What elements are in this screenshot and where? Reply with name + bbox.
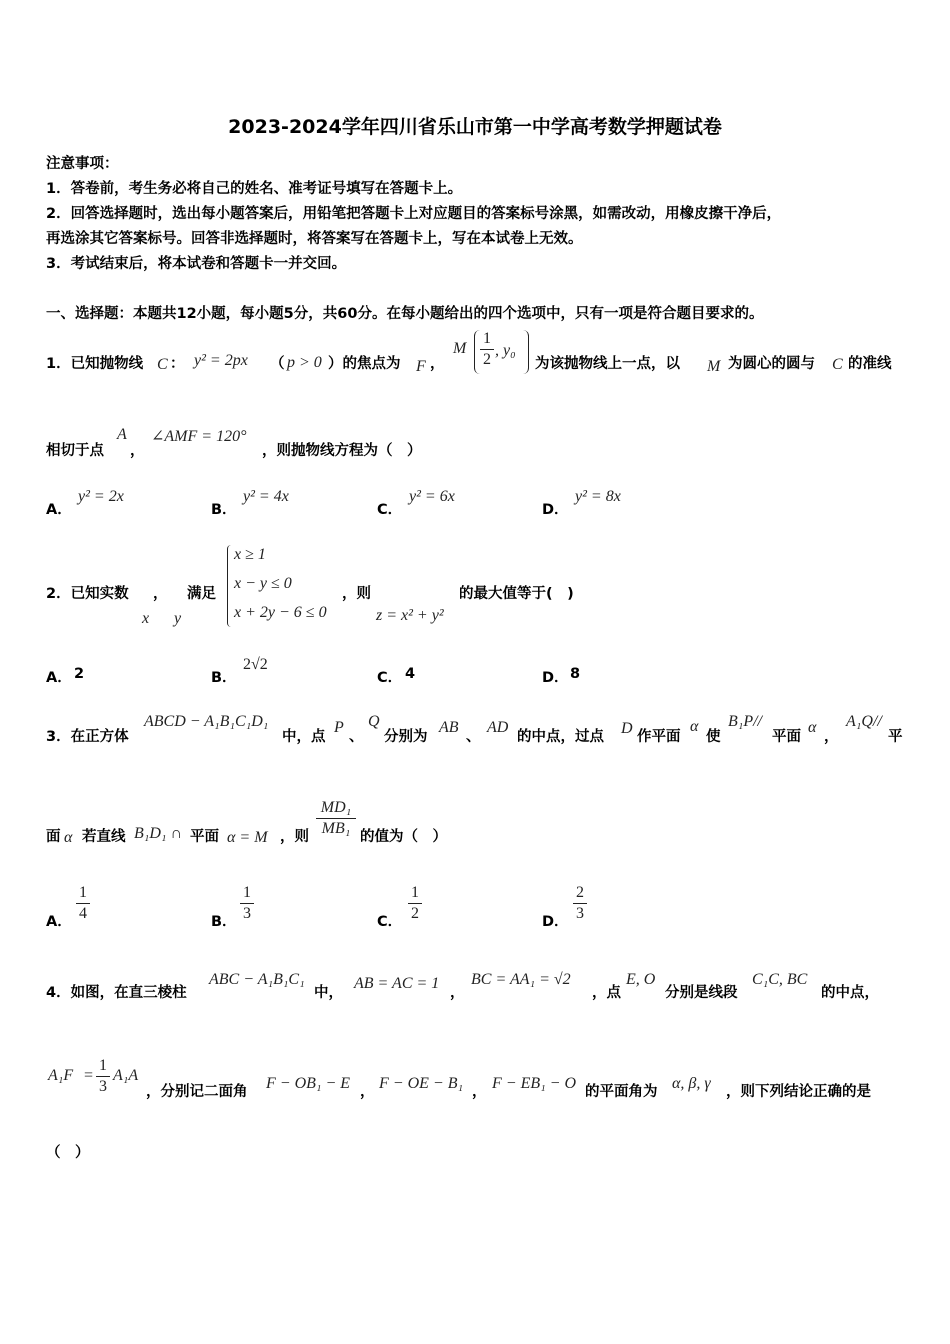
q3-option-C-num: 1 <box>411 884 419 901</box>
q2-text-2: 满足 <box>187 586 216 602</box>
q1-frac-half <box>480 330 494 369</box>
q3-text-1: 3．在正方体 <box>46 729 129 745</box>
q1-option-C-expr: y² = 6x <box>409 488 455 505</box>
notice-item-3: 3．考试结束后，将本试卷和答题卡一并交回。 <box>46 256 347 272</box>
q3-math-AB: AB <box>439 719 459 736</box>
q1-option-B-expr: y² = 4x <box>243 488 289 505</box>
q3-text-7: 平面 <box>772 729 801 745</box>
q2-math-z: z = x² + y² <box>376 607 444 624</box>
q2-constraint-1: x ≥ 1 <box>234 546 266 563</box>
q3-ratio-frac <box>316 799 356 838</box>
q4-text-3: ，点 <box>592 985 621 1001</box>
q3-option-B-label: B． <box>211 914 237 930</box>
q4-text-2: 中， <box>314 985 343 1001</box>
q2-constraint-3: x + 2y − 6 ≤ 0 <box>234 604 327 621</box>
q4-math-EO: E, O <box>626 971 656 988</box>
q4-sep-2: ， <box>472 1084 487 1100</box>
q1-option-D-label: D． <box>542 502 569 518</box>
q1-frac-num: 1 <box>483 330 491 347</box>
q3-math-B1D1: B₁D₁ ∩ <box>134 825 183 842</box>
q4-vec-frac-den: 3 <box>99 1078 107 1095</box>
q3-ratio-num: MD₁ <box>320 799 352 816</box>
q3-math-B1P: B₁P// <box>728 713 762 730</box>
q2-option-B-expr: 2√2 <box>243 656 268 673</box>
q4-dihedral-1: F − OB₁ − E <box>266 1075 351 1092</box>
q4-text-9: （ ） <box>46 1145 90 1161</box>
q4-vec-eq: = <box>84 1067 94 1084</box>
q2-math-y: y <box>174 610 182 627</box>
q4-comma: ， <box>450 985 465 1001</box>
q1-math-C: C <box>157 356 168 373</box>
q3-option-A-num: 1 <box>79 884 87 901</box>
q3-option-B-den: 3 <box>243 905 251 922</box>
q4-math-bc: BC = AA₁ = √2 <box>471 971 571 988</box>
q1-paren-right <box>522 330 529 374</box>
q3-text-9: 面 <box>46 829 61 845</box>
q4-text-8: ，则下列结论正确的是 <box>726 1084 871 1100</box>
q2-comma: ， <box>153 586 168 602</box>
q2-option-D-expr: 8 <box>570 666 581 682</box>
q3-text-5: 作平面 <box>637 729 681 745</box>
q3-math-AD: AD <box>487 719 509 736</box>
q4-vec-frac <box>96 1057 110 1096</box>
q3-option-A-frac <box>76 884 90 923</box>
q3-math-alphaM: α = M <box>227 829 268 846</box>
q1-text-6: ，则抛物线方程为（ ） <box>262 443 422 459</box>
q4-vec-frac-bar <box>96 1076 110 1077</box>
q2-constraint-2: x − y ≤ 0 <box>234 575 292 592</box>
q3-text-11: 平面 <box>190 829 219 845</box>
notice-item-1: 1．答卷前，考生务必将自己的姓名、准考证号填写在答题卡上。 <box>46 181 463 197</box>
q3-text-4: 的中点，过点 <box>517 729 604 745</box>
q4-text-7: 的平面角为 <box>585 1084 658 1100</box>
q1-text-5: 相切于点 <box>46 443 104 459</box>
q1-text-1: 1．已知抛物线 <box>46 356 144 372</box>
q1-math-A: A <box>117 426 127 443</box>
q3-option-D-den: 3 <box>576 905 584 922</box>
q4-dihedral-3: F − EB₁ − O <box>492 1075 577 1092</box>
q2-system-brace <box>227 545 232 627</box>
q2-text-4: 的最大值等于( ) <box>459 586 574 602</box>
q4-dihedral-2: F − OE − B₁ <box>379 1075 464 1092</box>
q1-math-M: M <box>453 340 467 357</box>
q3-option-D-label: D． <box>542 914 569 930</box>
q4-math-angles: α, β, γ <box>672 1075 711 1092</box>
q3-text-10: 若直线 <box>82 829 126 845</box>
q2-option-D-label: D． <box>542 670 569 686</box>
q4-math-ab: AB = AC = 1 <box>354 975 440 992</box>
q3-math-D: D <box>621 720 633 737</box>
notice-heading: 注意事项： <box>46 156 119 172</box>
q3-option-C-bar <box>408 903 422 904</box>
q3-option-B-num: 1 <box>243 884 251 901</box>
q3-option-C-label: C． <box>377 914 403 930</box>
q3-option-B-frac <box>240 884 254 923</box>
q3-option-A-den: 4 <box>79 905 87 922</box>
q3-math-alpha-3: α <box>64 829 73 846</box>
q3-text-3: 分别为 <box>384 729 428 745</box>
q4-text-1: 4．如图，在直三棱柱 <box>46 985 187 1001</box>
q2-option-C-expr: 4 <box>405 666 416 682</box>
q1-math-C2: C <box>832 356 843 373</box>
q1-frac-den: 2 <box>483 351 491 368</box>
q3-option-C-den: 2 <box>411 905 419 922</box>
q3-math-alpha: α <box>690 718 699 735</box>
q2-option-B-label: B． <box>211 670 237 686</box>
q3-option-B-bar <box>240 903 254 904</box>
q3-option-D-num: 2 <box>576 884 584 901</box>
q1-math-eq: y² = 2px <box>194 352 248 369</box>
q1-math-F: F <box>416 358 426 375</box>
q1-option-C-label: C． <box>377 502 403 518</box>
page-title: 2023-2024学年四川省乐山市第一中学高考数学押题试卷 <box>228 116 722 138</box>
q4-vec-frac-num: 1 <box>99 1057 107 1074</box>
q3-ratio-bar <box>316 818 356 819</box>
q1-text-4: 的准线 <box>848 356 892 372</box>
q1-colon: ： <box>170 356 185 372</box>
q3-option-A-label: A． <box>46 914 72 930</box>
notice-item-2: 2．回答选择题时，选出每小题答案后，用铅笔把答题卡上对应题目的答案标号涂黑，如需改动，用橡皮擦干净后， <box>46 206 782 222</box>
q1-text-3: 为圆心的圆与 <box>728 356 815 372</box>
q3-text-6: 使 <box>706 729 721 745</box>
q2-option-A-expr: 2 <box>74 666 85 682</box>
q1-paren-open: （ <box>270 356 285 372</box>
q1-math-pcond: p > 0 <box>287 354 322 371</box>
q3-option-D-bar <box>573 903 587 904</box>
q3-sep: 、 <box>349 729 364 745</box>
q1-math-angle: ∠AMF = 120° <box>151 428 247 445</box>
q4-sep-1: ， <box>360 1084 375 1100</box>
q1-math-M2: M <box>707 358 721 375</box>
q1-math-y0: , y₀ <box>495 342 516 359</box>
q3-math-Q: Q <box>368 713 380 730</box>
q3-ratio-den: MB₁ <box>321 820 351 837</box>
q4-text-6: ，分别记二面角 <box>146 1084 248 1100</box>
q3-math-alpha-2: α <box>808 719 817 736</box>
q1-comma: ， <box>430 356 445 372</box>
q4-vec-lhs: A₁F <box>48 1067 74 1084</box>
q1-comma-2: ， <box>130 443 145 459</box>
q3-text-2: 中，点 <box>282 729 326 745</box>
q3-option-C-frac <box>408 884 422 923</box>
q4-text-4: 分别是线段 <box>665 985 738 1001</box>
q2-option-C-label: C． <box>377 670 403 686</box>
q3-text-13: 的值为（ ） <box>360 829 447 845</box>
q3-option-D-frac <box>573 884 587 923</box>
q3-sep-2: 、 <box>466 729 481 745</box>
q3-comma: ， <box>824 729 839 745</box>
q3-text-8: 平 <box>888 729 903 745</box>
q1-option-B-label: B． <box>211 502 237 518</box>
q1-option-A-expr: y² = 2x <box>78 488 124 505</box>
q2-math-x: x <box>142 610 150 627</box>
q3-text-12: ，则 <box>280 829 309 845</box>
q3-math-A1Q: A₁Q// <box>846 713 882 730</box>
section-heading: 一、选择题：本题共12小题，每小题5分，共60分。在每小题给出的四个选项中，只有一项是符合题目要求的。 <box>46 306 764 322</box>
notice-item-2-cont: 再选涂其它答案标号。回答非选择题时，将答案写在答题卡上，写在本试卷上无效。 <box>46 231 583 247</box>
q4-math-seg: C₁C, BC <box>752 971 808 988</box>
q3-option-A-bar <box>76 903 90 904</box>
q2-text-3: ，则 <box>342 586 371 602</box>
q1-text-2: 为该抛物线上一点，以 <box>535 356 680 372</box>
q1-option-A-label: A． <box>46 502 72 518</box>
q4-vec-rhs: A₁A <box>113 1067 139 1084</box>
q4-math-prism: ABC − A₁B₁C₁ <box>209 971 305 988</box>
q3-math-P: P <box>334 719 344 736</box>
q2-text-1: 2．已知实数 <box>46 586 129 602</box>
q3-math-cube: ABCD − A₁B₁C₁D₁ <box>144 713 269 730</box>
q4-text-5: 的中点， <box>821 985 879 1001</box>
q1-text-focus: ）的焦点为 <box>328 356 401 372</box>
q2-option-A-label: A． <box>46 670 72 686</box>
q1-frac-bar <box>480 349 494 350</box>
q1-option-D-expr: y² = 8x <box>575 488 621 505</box>
